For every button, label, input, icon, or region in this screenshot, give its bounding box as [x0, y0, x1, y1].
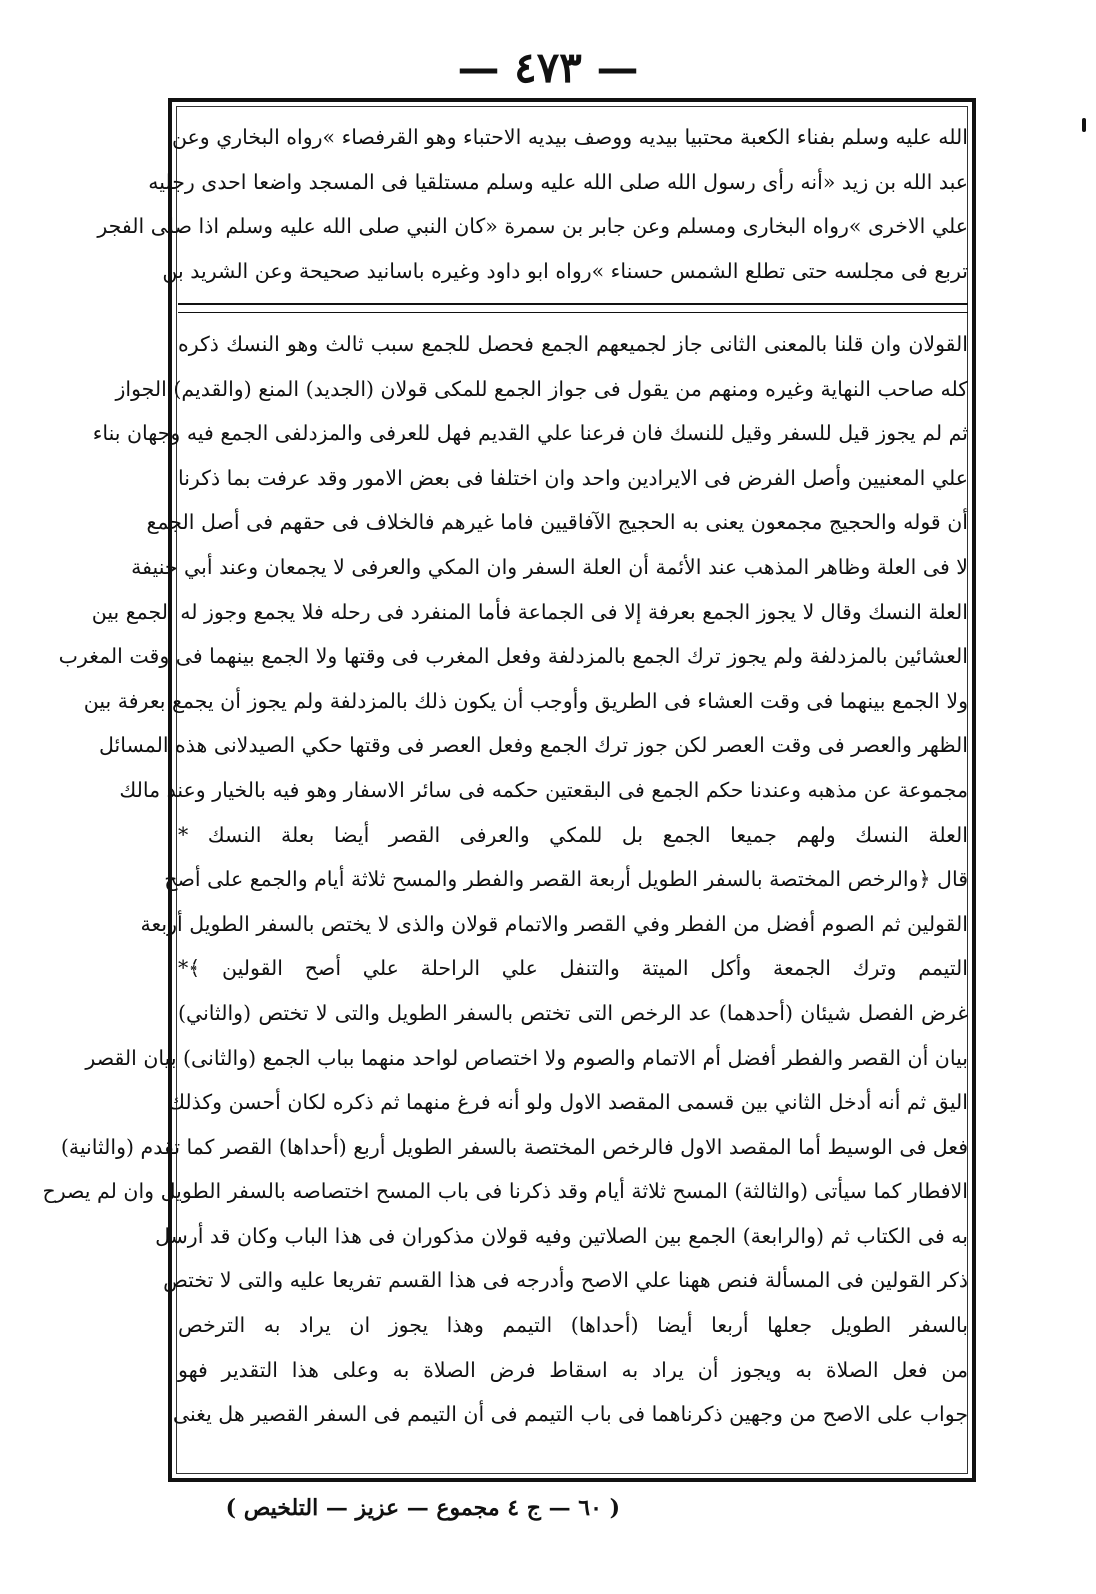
commentary-line: لا فى العلة وظاهر المذهب عند الأئمة أن العلة السفر وان المكي والعرفى لا يجمعان وعند أبي حنيفة: [131, 554, 968, 579]
margin-mark: [1082, 118, 1086, 132]
commentary-line: بالسفر الطويل جعلها أربعا أيضا (أحداها) التيمم وهذا يجوز ان يراد به الترخص: [178, 1313, 968, 1338]
hadith-line: تربع فى مجلسه حتى تطلع الشمس حسناء »رواه ابو داود وغيره باسانيد صحيحة وعن الشريد بن: [162, 258, 968, 283]
commentary-line: ذكر القولين فى المسألة فنص ههنا علي الاصح وأدرجه فى هذا القسم تفريعا عليه والتى لا تختص: [163, 1268, 968, 1293]
commentary-line: أن قوله والحجيج مجمعون يعنى به الحجيج الآفاقيين فاما غيرهم فالخلاف فى حقهم فى أصل الجمع: [146, 510, 968, 535]
commentary-line: الافطار كما سيأتى (والثالثة) المسح ثلاثة أيام وقد ذكرنا فى باب المسح اختصاصه بالسفر الطويل وان لم يصرح: [42, 1179, 968, 1204]
commentary-line: اليق ثم أنه أدخل الثاني بين قسمى المقصد الاول ولو أنه فرغ منهما ثم ذكره لكان أحسن وكذلك: [168, 1090, 968, 1115]
commentary-line: التيمم وترك الجمعة وأكل الميتة والتنفل علي الراحلة علي أصح القولين ﴾*: [178, 956, 968, 981]
hadith-line: الله عليه وسلم بفناء الكعبة محتبيا بيديه ووصف بيديه الاحتباء وهو القرفصاء »رواه البخاري وعن: [171, 125, 968, 149]
commentary-line: القولين ثم الصوم أفضل من الفطر وفي القصر والاتمام قولان والذى لا يختص بالسفر الطويل أربعة: [140, 911, 968, 936]
commentary-line: به فى الكتاب ثم (والرابعة) الجمع بين الصلاتين وفيه قولان مذكوران فى هذا الباب وكان قد أرسل: [155, 1223, 968, 1248]
commentary-line: من فعل الصلاة به ويجوز أن يراد به اسقاط فرض الصلاة به وعلى هذا التقدير فهو: [178, 1357, 968, 1382]
page-number: — ٤٧٣ —: [457, 43, 639, 92]
section-divider-secondary: [178, 312, 968, 313]
commentary-line: ثم لم يجوز قيل للسفر وقيل للنسك فان فرعنا علي القديم فهل للعرفى والمزدلفى الجمع فيه وجهان بناء: [92, 421, 968, 446]
commentary-line: القولان وان قلنا بالمعنى الثانى جاز لجميعهم الجمع فحصل للجمع سبب ثالث وهو النسك ذكره: [178, 332, 968, 356]
commentary-line: بيان أن القصر والفطر أفضل أم الاتمام والصوم ولا اختصاص لواحد منهما بباب الجمع (والثانى) بيان القصر: [85, 1045, 968, 1070]
commentary-line: العلة النسك وقال لا يجوز الجمع بعرفة إلا فى الجماعة فأما المنفرد فى رحله فلا يجمع وجوز له الجمع بين: [91, 599, 968, 624]
commentary-line: جواب على الاصح من وجهين ذكرناهما فى باب التيمم فى أن التيمم فى السفر القصير هل يغنى: [172, 1402, 968, 1427]
commentary-text-block: [42, 322, 968, 1437]
commentary-line: العشائين بالمزدلفة ولم يجوز ترك الجمع بالمزدلفة وفعل المغرب فى وقتها ولا الجمع بينهما فى وقت المغرب: [58, 644, 968, 669]
hadith-text-block: [97, 115, 968, 293]
volume-signature: ( ٦٠ — ج ٤ مجموع — عزيز — التلخيص ): [225, 1495, 620, 1521]
commentary-line: فعل فى الوسيط أما المقصد الاول فالرخص المختصة بالسفر الطويل أربع (أحداها) القصر كما تقدم (والثانية): [60, 1134, 968, 1159]
commentary-line: كله صاحب النهاية وغيره ومنهم من يقول فى جواز الجمع للمكى قولان (الجديد) المنع (والقديم) الجواز: [115, 376, 968, 401]
commentary-line: ولا الجمع بينهما فى وقت العشاء فى الطريق وأوجب أن يكون ذلك بالمزدلفة ولم يجوز أن يجمع بعرفة بين: [83, 688, 968, 713]
commentary-line: علي المعنيين وأصل الفرض فى الايرادين واحد وان اختلفا فى بعض الامور وقد عرفت بما ذكرنا: [177, 465, 968, 490]
commentary-line: الظهر والعصر فى وقت العصر لكن جوز ترك الجمع وفعل العصر فى وقتها حكي الصيدلانى هذه المسائل: [98, 733, 968, 758]
hadith-line: عبد الله بن زيد «أنه رأى رسول الله صلى الله عليه وسلم مستلقيا فى المسجد واضعا احدى رجليه: [148, 169, 968, 194]
commentary-line: العلة النسك ولهم جميعا الجمع بل للمكي والعرفى القصر أيضا بعلة النسك *: [178, 822, 968, 847]
commentary-line: مجموعة عن مذهبه وعندنا حكم الجمع فى البقعتين حكمه فى سائر الاسفار وهو فيه بالخيار وعند مالك: [119, 777, 968, 802]
hadith-line: علي الاخرى »رواه البخارى ومسلم وعن جابر بن سمرة «كان النبي صلى الله عليه وسلم اذا صلى الفجر: [97, 214, 968, 239]
commentary-line: غرض الفصل شيئان (أحدهما) عد الرخص التى تختص بالسفر الطويل والتى لا تختص (والثاني): [178, 1000, 968, 1025]
commentary-line: قال ﴿والرخص المختصة بالسفر الطويل أربعة القصر والفطر والمسح ثلاثة أيام والجمع على أصح: [164, 867, 968, 892]
section-divider: [178, 303, 968, 305]
